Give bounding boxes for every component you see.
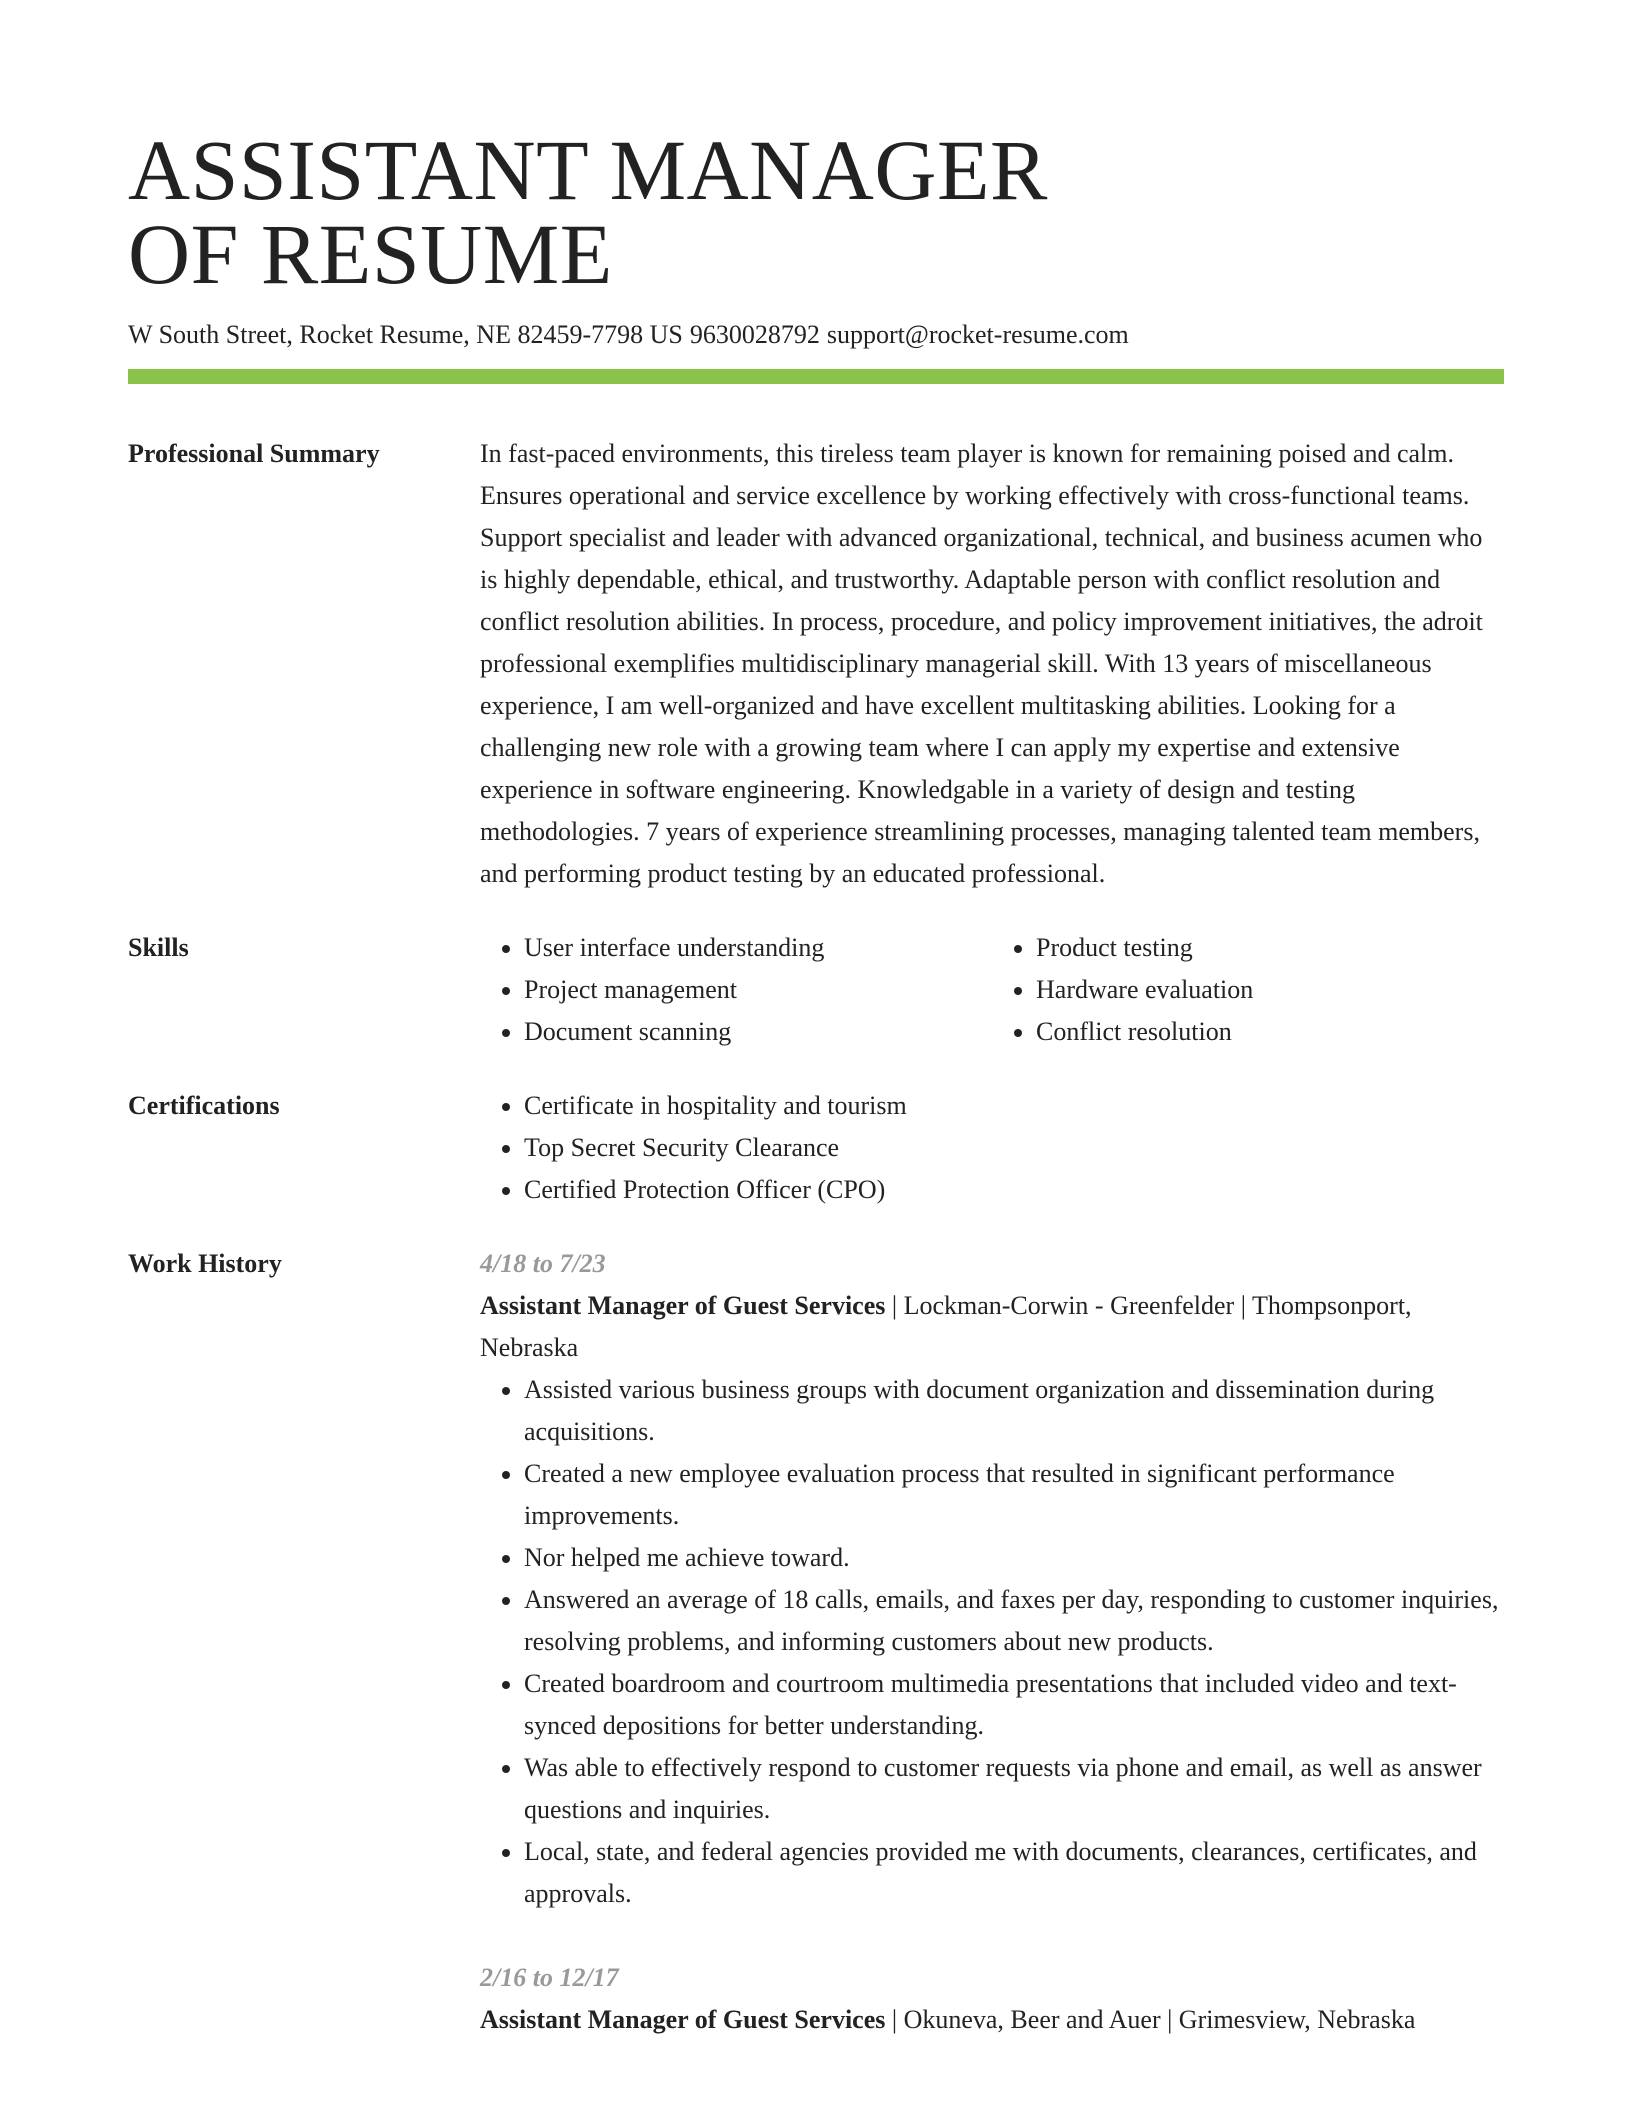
skill-item: • Document scanning (524, 1011, 992, 1053)
job-entry (480, 1243, 1504, 1915)
certifications-list (480, 1085, 1504, 1211)
summary-text: In fast-paced environments, this tireless team player is known for remaining poised and calm. Ensures operational and service excellence by working effectively with cross-functional teams. Support specialist and leader with advanced organizational, technical, and business acumen who is highly dependable, ethical, and trustworthy. Adaptable person with conflict resolution and conflict resolution abilities. In process, procedure, and policy improvement initiatives, the adroit professional exemplifies multidisciplinary managerial skill. With 13 years of miscellaneous experience, I am well-organized and have excellent multitasking abilities. Looking for a challenging new role with a growing team where I can apply my expertise and extensive experience in software engineering. Knowledgable in a variety of design and testing methodologies. 7 years of experience streamlining processes, managing talented team members, and performing product testing by an educated professional. (480, 439, 1483, 888)
section-label-summary: Professional Summary (128, 439, 380, 468)
job-duty-item: • Assisted various business groups with document organization and dissemination during acquisitions. (524, 1369, 1504, 1453)
job-duty-item: • Local, state, and federal agencies provided me with documents, clearances, certificates, and approvals. (524, 1831, 1504, 1915)
job-duties-list (480, 1369, 1504, 1915)
contact-line (128, 318, 1504, 352)
contact-email: support@rocket-resume.com (826, 320, 1129, 349)
resume-title-line-1: ASSISTANT MANAGER (128, 122, 1048, 218)
certification-item: • Certified Protection Officer (CPO) (524, 1169, 1504, 1211)
job-dates: 2/16 to 12/17 (480, 1963, 619, 1992)
header-divider (128, 369, 1504, 384)
job-employer-location: | Lockman-Corwin - Greenfelder | Thompsonport, Nebraska (480, 1291, 1412, 1362)
section-body-summary (480, 433, 1504, 895)
job-duty-item: • Nor helped me achieve toward. (524, 1537, 1504, 1579)
contact-address: W South Street, Rocket Resume, NE 82459-7798 US (128, 320, 683, 349)
job-duty-item: • Created a new employee evaluation process that resulted in significant performance improvements. (524, 1453, 1504, 1537)
section-body-work-history (480, 1243, 1504, 2041)
certification-item: • Certificate in hospitality and tourism (524, 1085, 1504, 1127)
section-label-work-history: Work History (128, 1249, 282, 1278)
job-title: Assistant Manager of Guest Services (480, 2005, 886, 2034)
section-certifications (128, 1085, 1504, 1211)
job-dates: 4/18 to 7/23 (480, 1249, 606, 1278)
resume-title (128, 122, 1504, 302)
skill-item: • Hardware evaluation (1036, 969, 1504, 1011)
section-skills (128, 927, 1504, 1053)
job-duty-item: • Was able to effectively respond to customer requests via phone and email, as well as answer questions and inquiries. (524, 1747, 1504, 1831)
job-entry (480, 1957, 1504, 2041)
certification-item: • Top Secret Security Clearance (524, 1127, 1504, 1169)
section-body-skills (480, 927, 1504, 1053)
job-heading (480, 1285, 1504, 1369)
job-duty-item: • Answered an average of 18 calls, emails, and faxes per day, responding to customer inquiries, resolving problems, and informing customers about new products. (524, 1579, 1504, 1663)
resume-page (128, 0, 1504, 2041)
skills-column-1 (480, 927, 992, 1053)
skill-item: • User interface understanding (524, 927, 992, 969)
skill-item: • Project management (524, 969, 992, 1011)
section-label-skills: Skills (128, 933, 189, 962)
section-professional-summary (128, 433, 1504, 895)
resume-title-line-2: OF RESUME (128, 206, 613, 302)
skill-item: • Conflict resolution (1036, 1011, 1504, 1053)
section-body-certifications (480, 1085, 1504, 1211)
skills-grid (480, 927, 1504, 1053)
section-label-certifications: Certifications (128, 1091, 280, 1120)
job-title: Assistant Manager of Guest Services (480, 1291, 886, 1320)
job-employer-location: | Okuneva, Beer and Auer | Grimesview, Nebraska (885, 2005, 1416, 2034)
job-duty-item: • Created boardroom and courtroom multimedia presentations that included video and text-synced depositions for better understanding. (524, 1663, 1504, 1747)
skill-item: • Product testing (1036, 927, 1504, 969)
contact-phone: 9630028792 (689, 320, 820, 349)
skills-column-2 (992, 927, 1504, 1053)
job-heading (480, 1999, 1504, 2041)
section-work-history (128, 1243, 1504, 2041)
